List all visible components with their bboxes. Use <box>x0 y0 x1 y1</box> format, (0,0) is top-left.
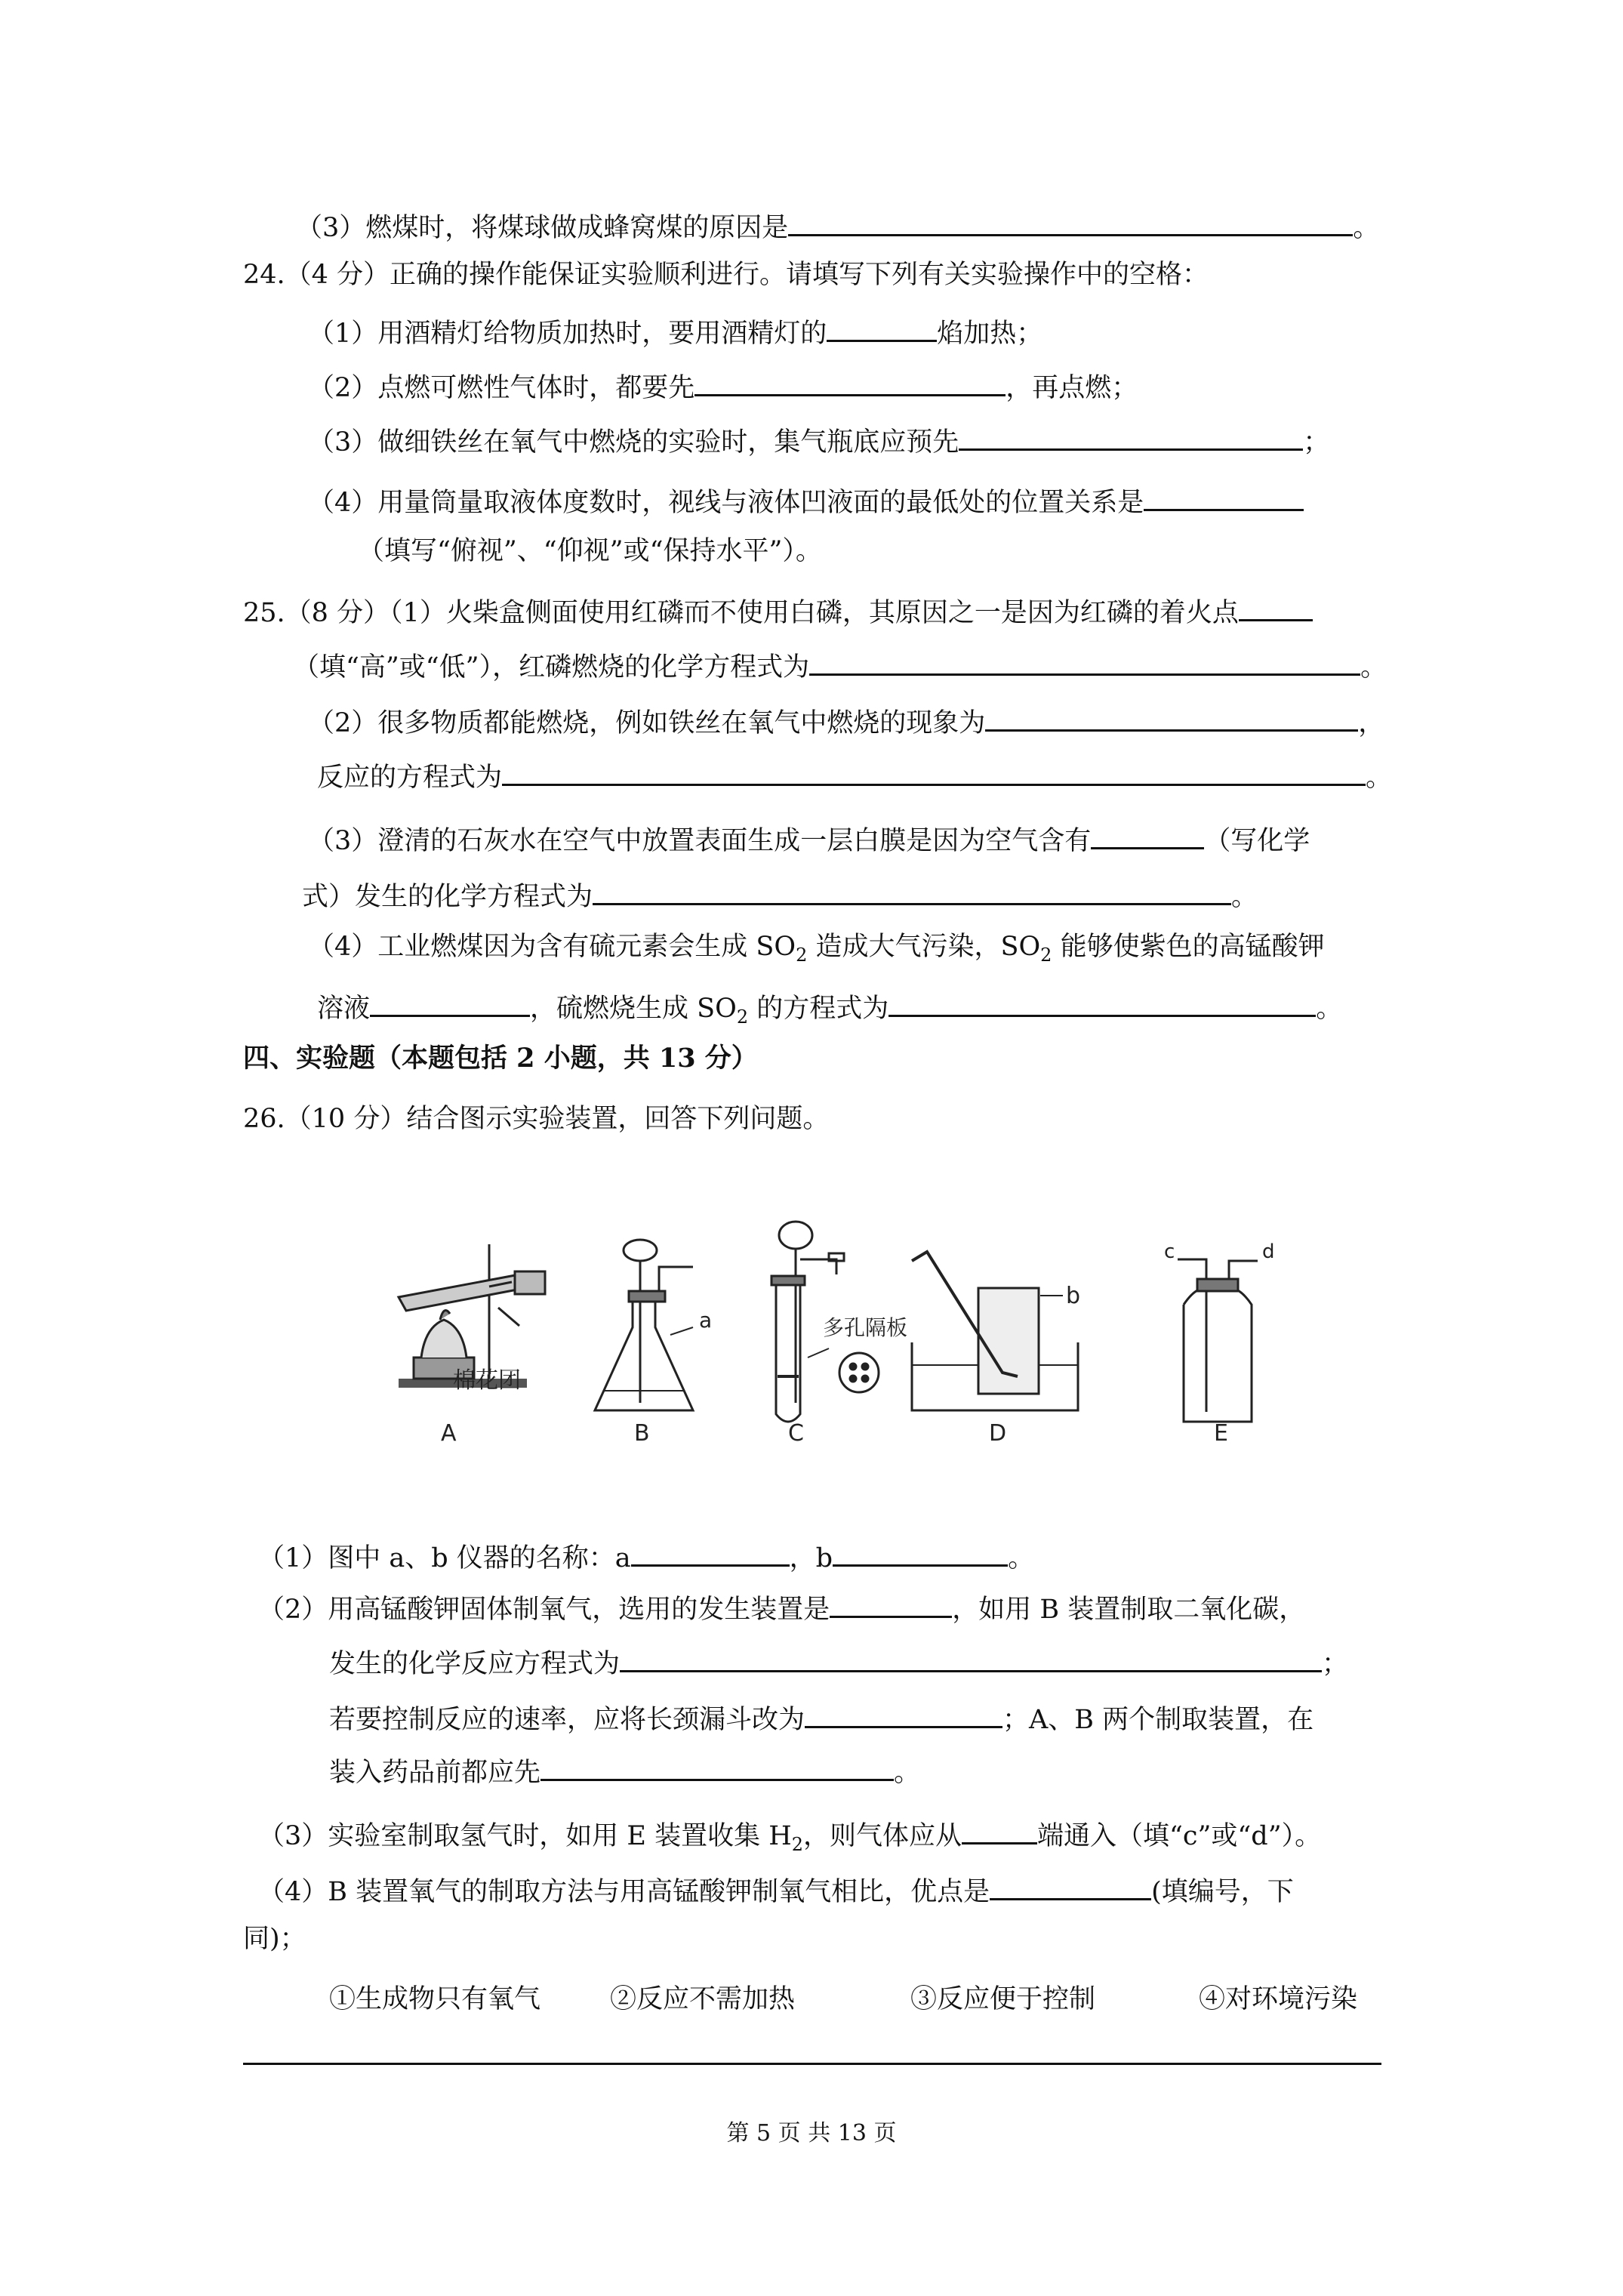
q26-part4-line2: 同)； <box>243 1924 306 1954</box>
answer-blank-a[interactable] <box>631 1536 790 1567</box>
answer-blank[interactable] <box>540 1750 894 1781</box>
q25-part1-line2: （填“高”或“低”），红磷燃烧的化学方程式为 。 <box>293 645 1387 684</box>
answer-blank-b[interactable] <box>833 1536 1008 1567</box>
q25-header: 25.（8 分）（1）火柴盒侧面使用红磷而不使用白磷，其原因之一是因为红磷的着火点 <box>243 590 1313 630</box>
answer-blank[interactable] <box>1091 818 1204 849</box>
q24-part1: （1）用酒精灯给物质加热时，要用酒精灯的 焰加热； <box>308 311 1042 350</box>
answer-blank[interactable] <box>805 1697 1002 1728</box>
apparatus-label-b: B <box>634 1420 650 1447</box>
q26-option-3: ③反应便于控制 <box>910 1984 1096 2014</box>
answer-blank[interactable] <box>694 365 1006 396</box>
figure-label-cotton: 棉花团 <box>453 1367 521 1394</box>
answer-blank[interactable] <box>788 205 1353 236</box>
answer-blank[interactable] <box>502 755 1366 786</box>
answer-blank[interactable] <box>990 1869 1151 1900</box>
answer-blank[interactable] <box>593 874 1231 905</box>
apparatus-figure <box>338 1214 1307 1448</box>
q24-part4: （4）用量筒量取液体度数时，视线与液体凹液面的最低处的位置关系是 <box>308 480 1304 519</box>
footer-divider <box>243 2063 1381 2065</box>
answer-blank[interactable] <box>962 1814 1037 1845</box>
q26-part4: （4）B 装置氧气的制取方法与用高锰酸钾制氧气相比，优点是 (填编号，下 <box>258 1869 1294 1909</box>
q26-part2-line4: 装入药品前都应先 。 <box>329 1750 920 1789</box>
apparatus-e <box>1178 1259 1258 1422</box>
q23-part3-text: （3）燃煤时，将煤球做成蜂窝煤的原因是 <box>296 213 789 243</box>
q25-part2: （2）很多物质都能燃烧，例如铁丝在氧气中燃烧的现象为 ， <box>308 701 1384 740</box>
answer-blank[interactable] <box>1144 480 1304 511</box>
apparatus-label-c: C <box>788 1420 804 1447</box>
figure-label-b: b <box>1066 1283 1081 1309</box>
figure-label-a: a <box>699 1308 713 1333</box>
apparatus-a <box>399 1244 545 1388</box>
figure-label-c: c <box>1164 1240 1175 1263</box>
q24-part4-note: （填写“俯视”、“仰视”或“保持水平”）。 <box>358 536 822 566</box>
figure-label-d: d <box>1262 1240 1275 1263</box>
q24-part2: （2）点燃可燃性气体时，都要先 ，再点燃； <box>308 365 1138 405</box>
answer-blank[interactable] <box>620 1641 1322 1672</box>
q26-option-2: ②反应不需加热 <box>610 1984 796 2014</box>
q26-part2-line3: 若要控制反应的速率，应将长颈漏斗改为 ；A、B 两个制取装置，在 <box>329 1697 1313 1737</box>
q25-part3: （3）澄清的石灰水在空气中放置表面生成一层白膜是因为空气含有 （写化学 <box>308 818 1310 858</box>
q25-part3-line2: 式）发生的化学方程式为 。 <box>302 874 1258 914</box>
q25-part4: （4）工业燃煤因为含有硫元素会生成 $SO_2$ 造成大气污染，$SO_2$ 能够使紫色的高锰酸钾 <box>308 932 1325 966</box>
answer-blank[interactable] <box>985 701 1358 732</box>
q26-part1: （1）图中 a、b 仪器的名称：a ，b 。 <box>258 1536 1034 1575</box>
q25-part2-line2: 反应的方程式为 。 <box>317 755 1392 794</box>
answer-blank[interactable] <box>370 986 530 1017</box>
apparatus-b <box>595 1240 693 1410</box>
apparatus-label-a: A <box>441 1420 457 1447</box>
q25-part4-line2: 溶液 ，硫燃烧生成 $SO_2$ 的方程式为 。 <box>317 986 1342 1025</box>
q26-part2-line2: 发生的化学反应方程式为 ； <box>329 1641 1348 1681</box>
q26-part2: （2）用高锰酸钾固体制氧气，选用的发生装置是 ，如用 B 装置制取二氧化碳， <box>258 1587 1305 1626</box>
q26-part3: （3）实验室制取氢气时，如用 E 装置收集 $H_2$，则气体应从 端通入（填“c”或“d”）。 <box>258 1814 1321 1853</box>
apparatus-d <box>912 1252 1081 1410</box>
q24-part3: （3）做细铁丝在氧气中燃烧的实验时，集气瓶底应预先 ； <box>308 420 1329 459</box>
q23-part3: （3）燃煤时，将煤球做成蜂窝煤的原因是 。 <box>296 205 1379 245</box>
section4-title: 四、实验题（本题包括 2 小题，共 13 分） <box>243 1043 758 1074</box>
figure-label-porous-plate: 多孔隔板 <box>823 1315 908 1340</box>
q24-header: 24.（4 分）正确的操作能保证实验顺利进行。请填写下列有关实验操作中的空格： <box>243 260 1209 290</box>
q26-option-4: ④对环境污染 <box>1199 1984 1358 2014</box>
q26-header: 26.（10 分）结合图示实验装置，回答下列问题。 <box>243 1104 830 1134</box>
answer-blank[interactable] <box>1239 590 1313 621</box>
answer-blank[interactable] <box>888 986 1316 1017</box>
q26-option-1: ①生成物只有氧气 <box>329 1984 541 2014</box>
answer-blank[interactable] <box>959 420 1303 451</box>
answer-blank[interactable] <box>830 1587 952 1618</box>
answer-blank[interactable] <box>809 645 1360 676</box>
apparatus-label-d: D <box>989 1420 1007 1447</box>
apparatus-label-e: E <box>1214 1420 1228 1447</box>
answer-blank[interactable] <box>827 311 937 342</box>
page-number: 第 5 页 共 13 页 <box>726 2120 897 2147</box>
